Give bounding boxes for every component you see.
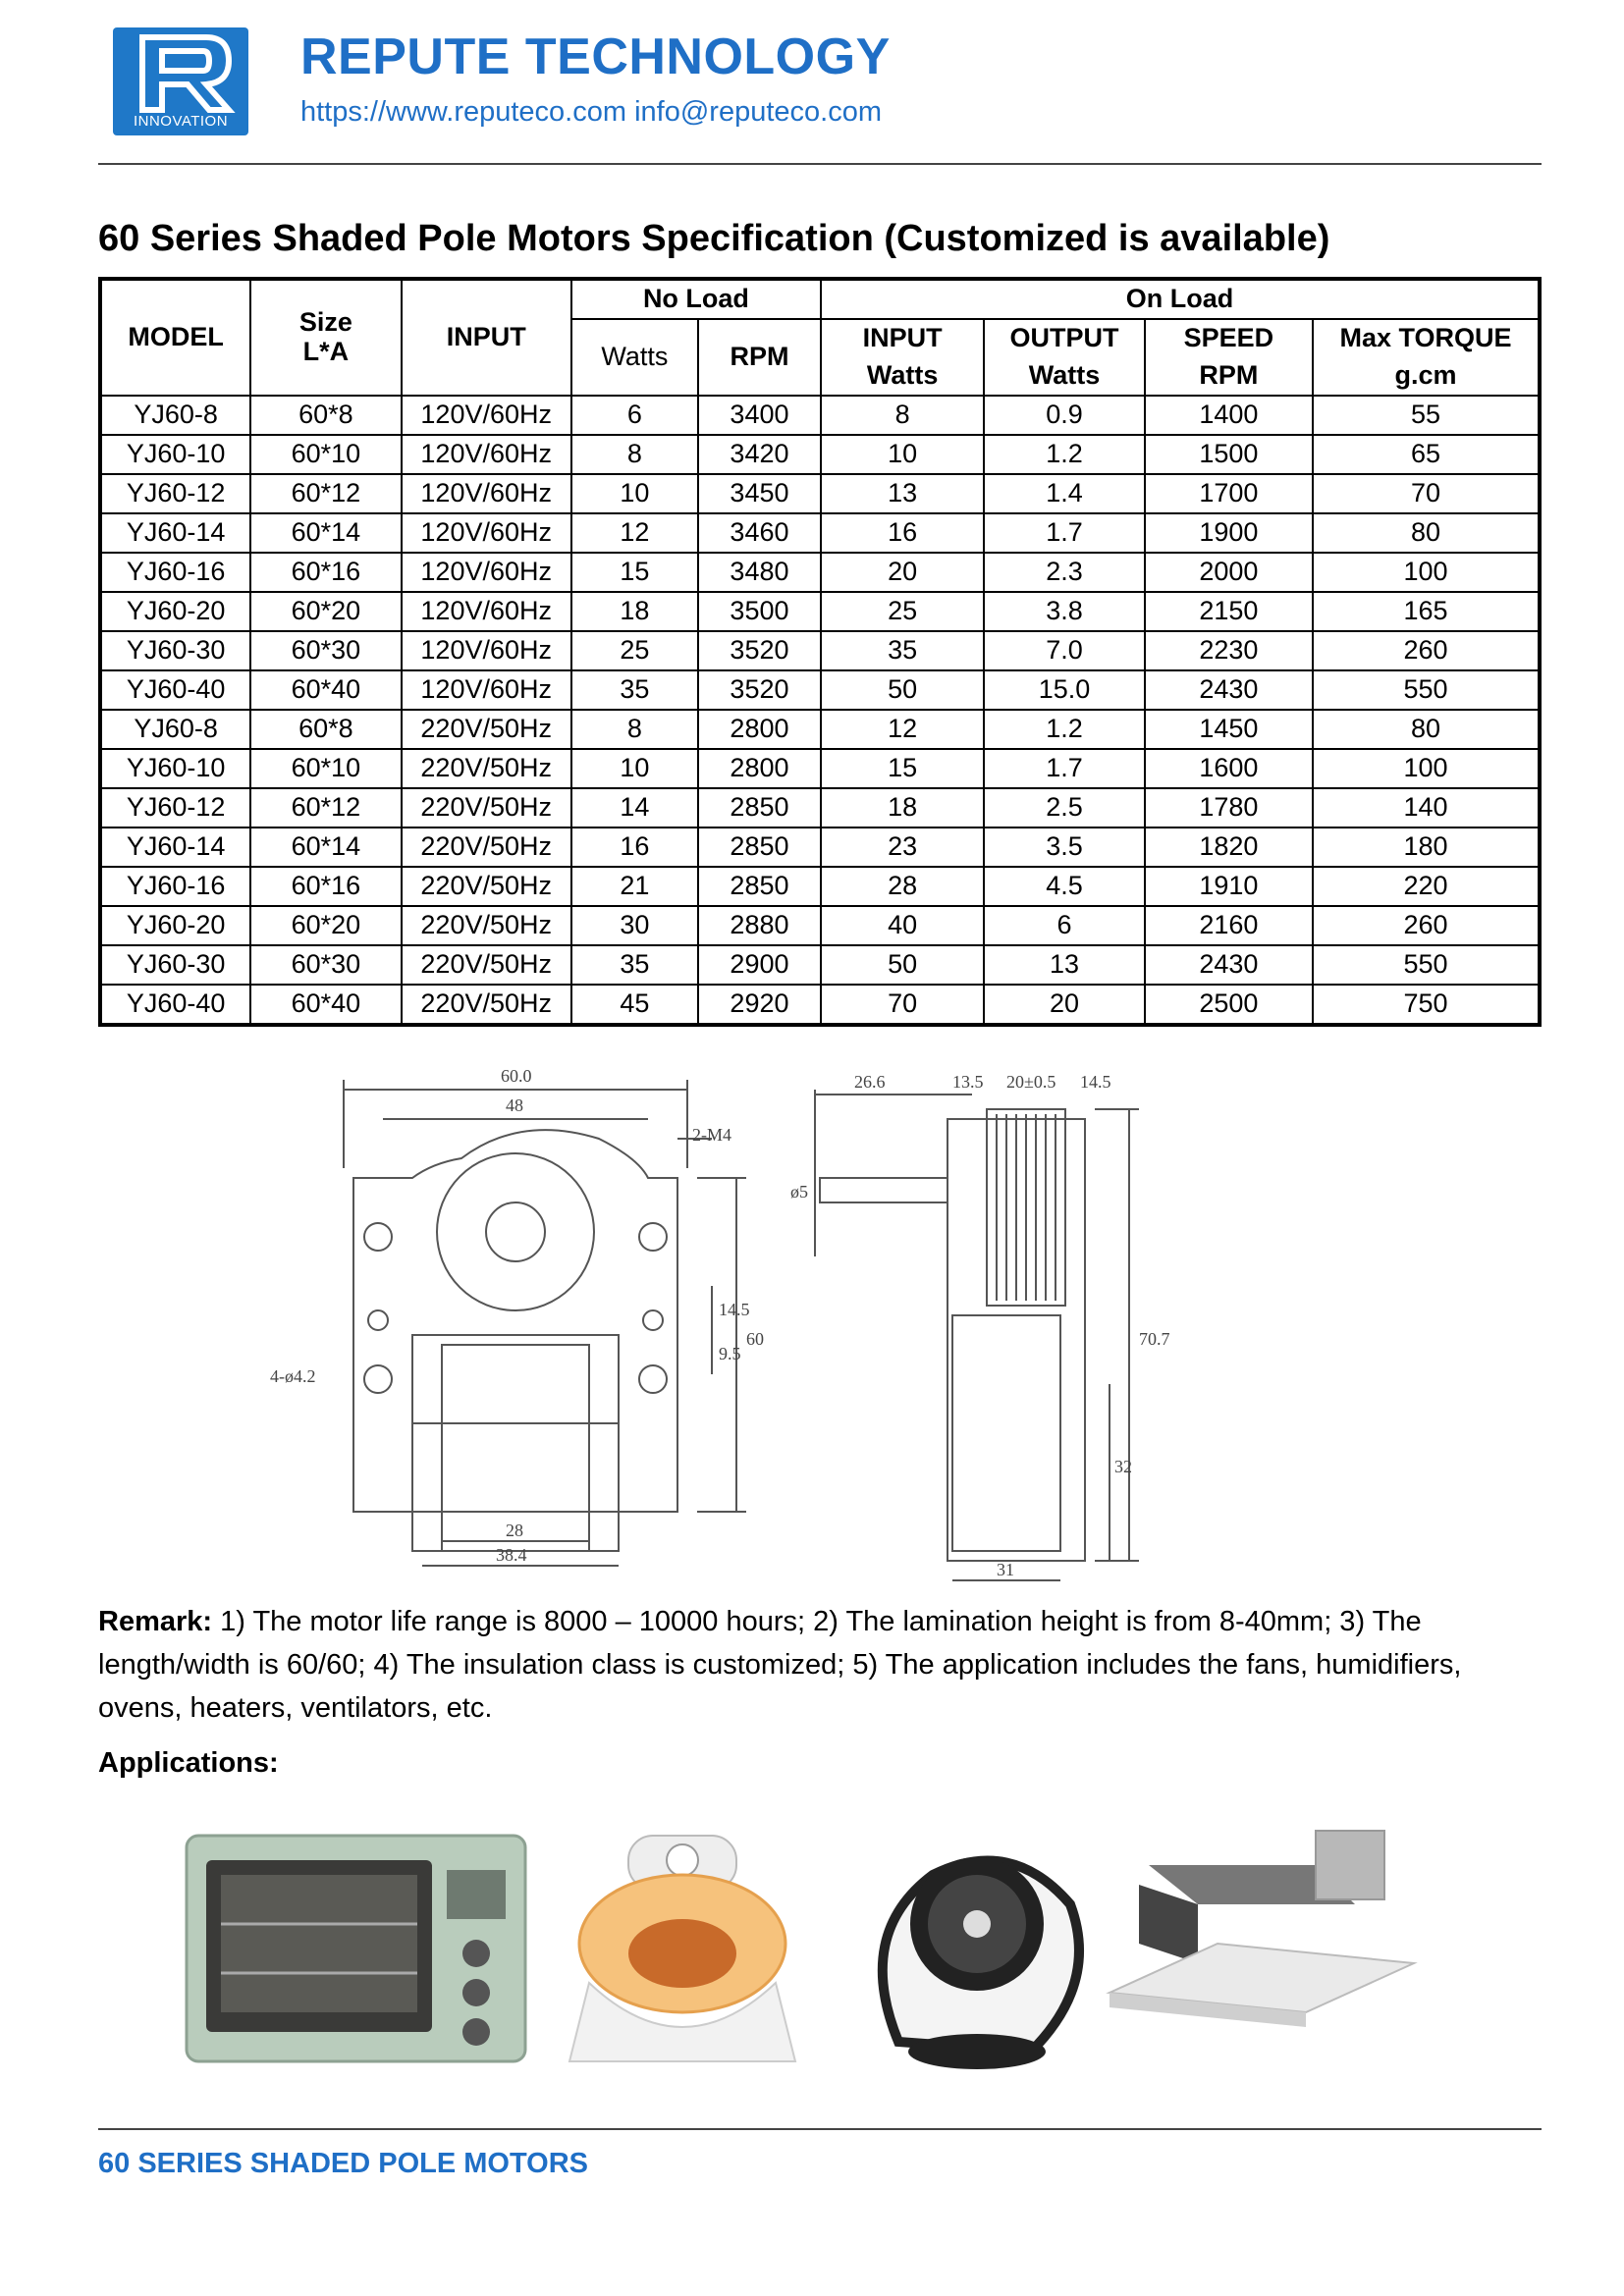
table-cell: 60*40: [250, 670, 401, 710]
table-cell: 220V/50Hz: [402, 710, 571, 749]
table-cell: 220V/50Hz: [402, 749, 571, 788]
table-row: [100, 828, 1540, 867]
table-row: [100, 592, 1540, 631]
header-no-load: No Load: [571, 279, 821, 319]
dim-28: 28: [506, 1521, 523, 1540]
table-cell: 6: [984, 906, 1144, 945]
table-row: [100, 788, 1540, 828]
dim-31: 31: [997, 1560, 1014, 1579]
table-cell: 100: [1313, 749, 1540, 788]
table-cell: 1900: [1145, 513, 1313, 553]
table-cell: YJ60-8: [100, 710, 250, 749]
table-cell: 2000: [1145, 553, 1313, 592]
dim-48: 48: [506, 1095, 523, 1115]
table-cell: 3.8: [984, 592, 1144, 631]
table-cell: 3400: [698, 396, 821, 435]
table-cell: 8: [571, 710, 698, 749]
table-cell: 2150: [1145, 592, 1313, 631]
table-cell: 18: [571, 592, 698, 631]
table-cell: 60*14: [250, 828, 401, 867]
table-cell: YJ60-16: [100, 867, 250, 906]
table-cell: 12: [571, 513, 698, 553]
table-cell: 70: [821, 985, 984, 1025]
table-cell: 20: [821, 553, 984, 592]
remark-label: Remark:: [98, 1606, 213, 1637]
table-cell: 2850: [698, 867, 821, 906]
table-cell: YJ60-30: [100, 945, 250, 985]
table-cell: 15: [571, 553, 698, 592]
table-row: [100, 670, 1540, 710]
table-cell: 2850: [698, 828, 821, 867]
header-ol-speed-unit: RPM: [1145, 357, 1313, 396]
table-cell: 1820: [1145, 828, 1313, 867]
air-circulator-fan-image: [883, 1857, 1079, 2069]
table-cell: 260: [1313, 906, 1540, 945]
convection-cooker-image: [569, 1836, 795, 2061]
table-row: [100, 945, 1540, 985]
company-logo: [113, 27, 248, 135]
dim-2m4: 2-M4: [692, 1125, 731, 1145]
header-ol-input-unit: Watts: [821, 357, 984, 396]
header-model: MODEL: [100, 279, 250, 396]
table-row: [100, 435, 1540, 474]
table-cell: 2500: [1145, 985, 1313, 1025]
table-cell: 1910: [1145, 867, 1313, 906]
table-cell: 7.0: [984, 631, 1144, 670]
table-cell: 2800: [698, 749, 821, 788]
front-view-drawing: [344, 1080, 746, 1566]
table-cell: 4.5: [984, 867, 1144, 906]
table-cell: 120V/60Hz: [402, 396, 571, 435]
table-cell: 1500: [1145, 435, 1313, 474]
table-cell: 3500: [698, 592, 821, 631]
side-view-drawing: [815, 1090, 1139, 1580]
applications-label: Applications:: [98, 1747, 279, 1779]
table-cell: 2880: [698, 906, 821, 945]
table-row: [100, 985, 1540, 1025]
page-title: 60 Series Shaded Pole Motors Specification (Customized is available): [98, 218, 1330, 259]
dim-13-5: 13.5: [952, 1072, 984, 1092]
dim-38-4: 38.4: [496, 1545, 527, 1565]
table-cell: 1.2: [984, 435, 1144, 474]
footer-title: 60 SERIES SHADED POLE MOTORS: [98, 2148, 589, 2179]
table-cell: 1.7: [984, 749, 1144, 788]
table-row: [100, 396, 1540, 435]
header-ol-speed: SPEED: [1145, 319, 1313, 357]
table-cell: 50: [821, 670, 984, 710]
table-cell: 2430: [1145, 670, 1313, 710]
table-cell: 28: [821, 867, 984, 906]
table-cell: YJ60-40: [100, 985, 250, 1025]
table-cell: 10: [571, 749, 698, 788]
table-cell: 3450: [698, 474, 821, 513]
table-cell: 120V/60Hz: [402, 513, 571, 553]
table-row: [100, 749, 1540, 788]
remark-text: 1) The motor life range is 8000 – 10000 hours; 2) The lamination height is from 8-40mm; 3) The length/width is 60/60; 4) The insulation class is customized; 5) The application includes the fans, humidifiers, ovens, heaters, ventilators, etc.: [98, 1606, 1462, 1724]
table-cell: 2430: [1145, 945, 1313, 985]
table-cell: 16: [821, 513, 984, 553]
motor-dimension-drawing: [265, 1050, 1355, 1585]
header-ol-output-unit: Watts: [984, 357, 1144, 396]
dim-26-6: 26.6: [854, 1072, 886, 1092]
table-cell: 60*16: [250, 867, 401, 906]
table-cell: 140: [1313, 788, 1540, 828]
contact-links[interactable]: https://www.reputeco.com info@reputeco.com: [300, 96, 882, 128]
table-cell: 2900: [698, 945, 821, 985]
header-size: Size L*A: [250, 279, 401, 396]
applications-images: [167, 1816, 1473, 2081]
table-cell: 60*10: [250, 435, 401, 474]
dim-60: 60.0: [501, 1066, 532, 1086]
table-cell: 2850: [698, 788, 821, 828]
table-cell: YJ60-20: [100, 592, 250, 631]
table-cell: 220V/50Hz: [402, 867, 571, 906]
table-cell: 220V/50Hz: [402, 985, 571, 1025]
table-cell: 60*20: [250, 906, 401, 945]
table-cell: 60*12: [250, 788, 401, 828]
table-cell: 6: [571, 396, 698, 435]
spec-table: [98, 277, 1542, 1027]
table-cell: 1.4: [984, 474, 1144, 513]
table-row: [100, 474, 1540, 513]
table-cell: 120V/60Hz: [402, 474, 571, 513]
dim-70-7: 70.7: [1139, 1329, 1170, 1349]
table-cell: 12: [821, 710, 984, 749]
table-cell: 220V/50Hz: [402, 945, 571, 985]
table-cell: 60*40: [250, 985, 401, 1025]
table-cell: 2160: [1145, 906, 1313, 945]
dim-60-h: 60: [746, 1329, 764, 1349]
table-cell: 18: [821, 788, 984, 828]
table-cell: 750: [1313, 985, 1540, 1025]
table-cell: 80: [1313, 513, 1540, 553]
ventilation-fan-image: [1110, 1831, 1414, 2027]
table-cell: 2.3: [984, 553, 1144, 592]
dim-9-5: 9.5: [719, 1344, 741, 1363]
dim-holes: 4-ø4.2: [270, 1366, 316, 1386]
table-cell: 550: [1313, 670, 1540, 710]
dim-14-5-side: 14.5: [1080, 1072, 1111, 1092]
table-cell: 2.5: [984, 788, 1144, 828]
table-cell: 60*30: [250, 945, 401, 985]
table-cell: 120V/60Hz: [402, 631, 571, 670]
table-cell: 550: [1313, 945, 1540, 985]
table-cell: 40: [821, 906, 984, 945]
table-cell: 2920: [698, 985, 821, 1025]
table-cell: 35: [821, 631, 984, 670]
table-cell: 15: [821, 749, 984, 788]
oven-image: [187, 1836, 525, 2061]
table-cell: 16: [571, 828, 698, 867]
table-cell: 3480: [698, 553, 821, 592]
table-cell: YJ60-20: [100, 906, 250, 945]
table-cell: 23: [821, 828, 984, 867]
table-cell: 60*14: [250, 513, 401, 553]
table-cell: 2800: [698, 710, 821, 749]
table-cell: 60*20: [250, 592, 401, 631]
table-cell: 15.0: [984, 670, 1144, 710]
table-cell: YJ60-12: [100, 788, 250, 828]
table-cell: 20: [984, 985, 1144, 1025]
table-cell: YJ60-16: [100, 553, 250, 592]
table-cell: 60*30: [250, 631, 401, 670]
table-cell: YJ60-12: [100, 474, 250, 513]
table-row: [100, 906, 1540, 945]
table-cell: 3520: [698, 631, 821, 670]
table-cell: 8: [821, 396, 984, 435]
table-row: [100, 631, 1540, 670]
table-cell: 2230: [1145, 631, 1313, 670]
table-cell: 35: [571, 945, 698, 985]
table-cell: 120V/60Hz: [402, 553, 571, 592]
header-ol-input: INPUT: [821, 319, 984, 357]
logo-text: INNOVATION: [133, 113, 229, 130]
header-input: INPUT: [402, 279, 571, 396]
remark-paragraph: [98, 1600, 1542, 1730]
footer-divider: [98, 2128, 1542, 2130]
table-cell: 260: [1313, 631, 1540, 670]
table-cell: 120V/60Hz: [402, 435, 571, 474]
table-cell: 220V/50Hz: [402, 828, 571, 867]
header-nl-rpm: RPM: [698, 319, 821, 396]
brand-name: REPUTE TECHNOLOGY: [300, 28, 891, 85]
table-cell: 8: [571, 435, 698, 474]
table-cell: 13: [984, 945, 1144, 985]
table-cell: 220V/50Hz: [402, 788, 571, 828]
header-on-load: On Load: [821, 279, 1540, 319]
table-cell: 1450: [1145, 710, 1313, 749]
table-cell: YJ60-14: [100, 828, 250, 867]
table-cell: 180: [1313, 828, 1540, 867]
table-cell: 55: [1313, 396, 1540, 435]
table-cell: 25: [821, 592, 984, 631]
dim-shaft: ø5: [790, 1182, 808, 1201]
table-cell: 1400: [1145, 396, 1313, 435]
table-cell: 60*8: [250, 710, 401, 749]
table-cell: 14: [571, 788, 698, 828]
table-cell: 1600: [1145, 749, 1313, 788]
header-divider: [98, 163, 1542, 165]
header-nl-watts: Watts: [571, 319, 698, 396]
table-cell: YJ60-8: [100, 396, 250, 435]
table-cell: 0.9: [984, 396, 1144, 435]
table-cell: YJ60-30: [100, 631, 250, 670]
header-ol-torque: Max TORQUE: [1313, 319, 1540, 357]
table-cell: 35: [571, 670, 698, 710]
dim-14-5: 14.5: [719, 1300, 750, 1319]
table-cell: 45: [571, 985, 698, 1025]
table-cell: 220V/50Hz: [402, 906, 571, 945]
header-ol-torque-unit: g.cm: [1313, 357, 1540, 396]
table-cell: 1.2: [984, 710, 1144, 749]
table-cell: 1.7: [984, 513, 1144, 553]
dim-32: 32: [1114, 1457, 1132, 1476]
table-cell: 60*16: [250, 553, 401, 592]
table-row: [100, 867, 1540, 906]
table-cell: 120V/60Hz: [402, 592, 571, 631]
table-cell: 10: [821, 435, 984, 474]
table-row: [100, 513, 1540, 553]
table-row: [100, 553, 1540, 592]
table-cell: 70: [1313, 474, 1540, 513]
table-cell: 50: [821, 945, 984, 985]
table-cell: 60*8: [250, 396, 401, 435]
table-cell: 220: [1313, 867, 1540, 906]
table-cell: 10: [571, 474, 698, 513]
table-cell: 21: [571, 867, 698, 906]
table-cell: YJ60-10: [100, 435, 250, 474]
table-cell: YJ60-14: [100, 513, 250, 553]
table-cell: 3460: [698, 513, 821, 553]
table-cell: 30: [571, 906, 698, 945]
header-ol-output: OUTPUT: [984, 319, 1144, 357]
table-cell: 1700: [1145, 474, 1313, 513]
table-cell: 60*12: [250, 474, 401, 513]
table-cell: YJ60-40: [100, 670, 250, 710]
table-cell: 165: [1313, 592, 1540, 631]
table-cell: 3420: [698, 435, 821, 474]
table-cell: 3520: [698, 670, 821, 710]
table-cell: 1780: [1145, 788, 1313, 828]
table-cell: 80: [1313, 710, 1540, 749]
table-cell: 100: [1313, 553, 1540, 592]
table-cell: 13: [821, 474, 984, 513]
table-cell: 25: [571, 631, 698, 670]
table-cell: 120V/60Hz: [402, 670, 571, 710]
dim-20: 20±0.5: [1006, 1072, 1056, 1092]
table-row: [100, 710, 1540, 749]
table-cell: 65: [1313, 435, 1540, 474]
table-cell: YJ60-10: [100, 749, 250, 788]
table-cell: 60*10: [250, 749, 401, 788]
table-cell: 3.5: [984, 828, 1144, 867]
